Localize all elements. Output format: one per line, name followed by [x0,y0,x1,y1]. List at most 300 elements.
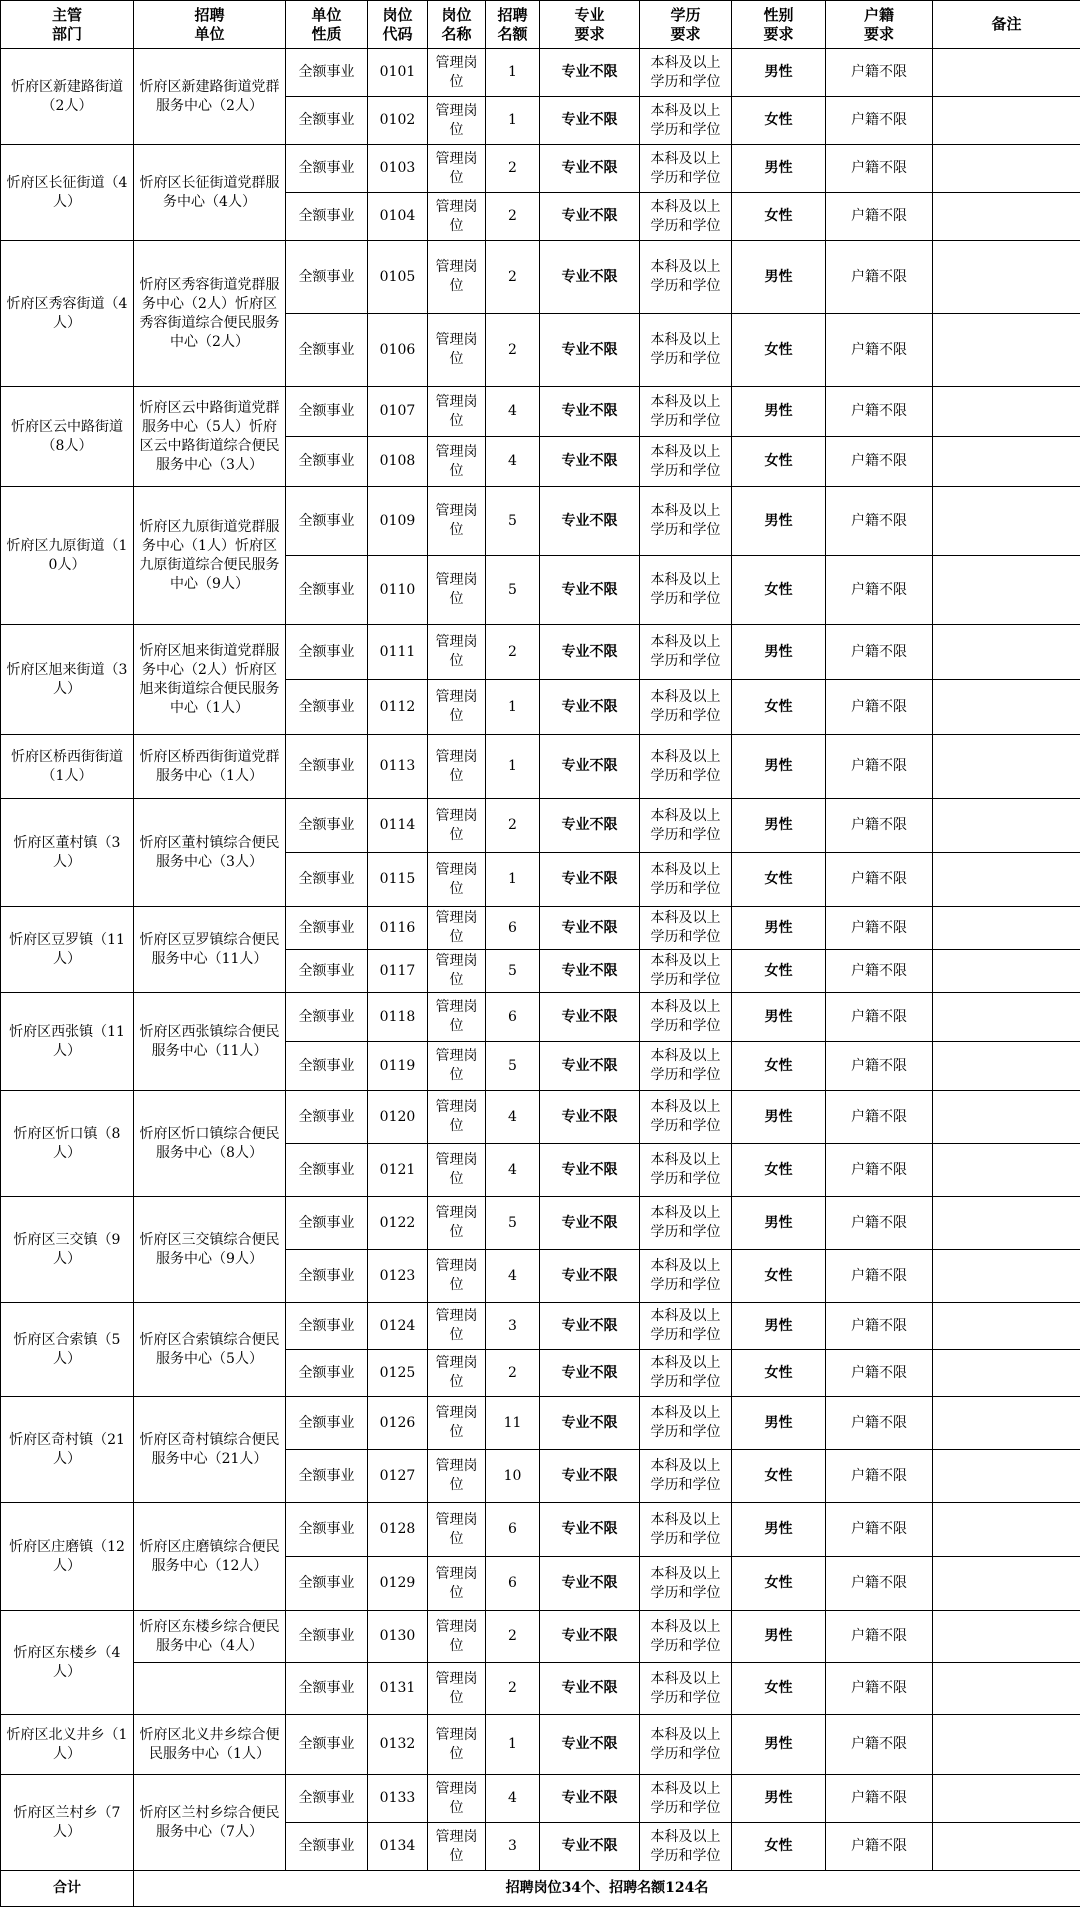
note-cell [933,907,1080,950]
nature-cell: 全额事业 [286,1350,368,1397]
note-cell [933,1144,1080,1197]
edu-cell: 本科及以上学历和学位 [640,487,732,556]
header-cell: 户籍 要求 [826,1,933,49]
nature-cell: 全额事业 [286,735,368,799]
hukou-cell: 户籍不限 [826,1557,933,1611]
nature-cell: 全额事业 [286,907,368,950]
hukou-cell: 户籍不限 [826,97,933,145]
hukou-cell: 户籍不限 [826,145,933,193]
note-cell [933,1350,1080,1397]
gender-cell: 女性 [732,1042,826,1091]
count-cell: 4 [486,437,540,487]
code-cell: 0115 [368,853,428,907]
count-cell: 2 [486,799,540,853]
count-cell: 5 [486,1042,540,1091]
nature-cell: 全额事业 [286,241,368,314]
major-cell: 专业不限 [540,49,640,97]
nature-cell: 全额事业 [286,1611,368,1663]
post-cell: 管理岗位 [428,1350,486,1397]
post-cell: 管理岗位 [428,1144,486,1197]
note-cell [933,1303,1080,1350]
hukou-cell: 户籍不限 [826,1250,933,1303]
header-row [1,1,1080,49]
gender-cell: 女性 [732,1350,826,1397]
gender-cell: 女性 [732,950,826,993]
unit-cell: 忻府区董村镇综合便民服务中心（3人） [134,799,286,907]
edu-cell: 本科及以上学历和学位 [640,950,732,993]
nature-cell: 全额事业 [286,145,368,193]
unit-cell: 忻府区桥西街街道党群服务中心（1人） [134,735,286,799]
nature-cell: 全额事业 [286,1250,368,1303]
note-cell [933,735,1080,799]
major-cell: 专业不限 [540,735,640,799]
code-cell: 0129 [368,1557,428,1611]
hukou-cell: 户籍不限 [826,735,933,799]
unit-cell: 忻府区秀容街道党群服务中心（2人）忻府区秀容街道综合便民服务中心（2人） [134,241,286,387]
edu-cell: 本科及以上学历和学位 [640,1303,732,1350]
hukou-cell: 户籍不限 [826,437,933,487]
table-row [1,799,1080,853]
code-cell: 0116 [368,907,428,950]
gender-cell: 女性 [732,1823,826,1871]
edu-cell: 本科及以上学历和学位 [640,1503,732,1557]
gender-cell: 男性 [732,1611,826,1663]
hukou-cell: 户籍不限 [826,625,933,680]
count-cell: 10 [486,1450,540,1503]
nature-cell: 全额事业 [286,1450,368,1503]
hukou-cell: 户籍不限 [826,1091,933,1144]
table-row [1,49,1080,97]
code-cell: 0123 [368,1250,428,1303]
count-cell: 5 [486,556,540,625]
nature-cell: 全额事业 [286,625,368,680]
gender-cell: 男性 [732,241,826,314]
gender-cell: 女性 [732,314,826,387]
table-row [1,145,1080,193]
note-cell [933,1611,1080,1663]
code-cell: 0110 [368,556,428,625]
count-cell: 4 [486,1775,540,1823]
gender-cell: 男性 [732,145,826,193]
header-cell: 招聘 名额 [486,1,540,49]
major-cell: 专业不限 [540,1197,640,1250]
count-cell: 1 [486,1715,540,1775]
unit-cell: 忻府区奇村镇综合便民服务中心（21人） [134,1397,286,1503]
count-cell: 4 [486,1144,540,1197]
note-cell [933,437,1080,487]
hukou-cell: 户籍不限 [826,1823,933,1871]
note-cell [933,387,1080,437]
code-cell: 0133 [368,1775,428,1823]
code-cell: 0120 [368,1091,428,1144]
code-cell: 0112 [368,680,428,735]
major-cell: 专业不限 [540,799,640,853]
gender-cell: 男性 [732,1397,826,1450]
edu-cell: 本科及以上学历和学位 [640,1397,732,1450]
table-row [1,1611,1080,1663]
table-row [1,907,1080,950]
dept-cell: 忻府区旭来街道（3人） [1,625,134,735]
nature-cell: 全额事业 [286,853,368,907]
nature-cell: 全额事业 [286,193,368,241]
gender-cell: 男性 [732,1091,826,1144]
note-cell [933,680,1080,735]
nature-cell: 全额事业 [286,993,368,1042]
gender-cell: 男性 [732,1503,826,1557]
count-cell: 2 [486,1663,540,1715]
dept-cell: 忻府区秀容街道（4人） [1,241,134,387]
count-cell: 11 [486,1397,540,1450]
code-cell: 0126 [368,1397,428,1450]
count-cell: 5 [486,487,540,556]
edu-cell: 本科及以上学历和学位 [640,1250,732,1303]
table-row [1,1197,1080,1250]
major-cell: 专业不限 [540,1397,640,1450]
major-cell: 专业不限 [540,1775,640,1823]
dept-cell: 忻府区桥西街街道（1人） [1,735,134,799]
unit-cell: 忻府区兰村乡综合便民服务中心（7人） [134,1775,286,1871]
major-cell: 专业不限 [540,993,640,1042]
major-cell: 专业不限 [540,314,640,387]
nature-cell: 全额事业 [286,387,368,437]
edu-cell: 本科及以上学历和学位 [640,1823,732,1871]
count-cell: 6 [486,993,540,1042]
gender-cell: 女性 [732,97,826,145]
gender-cell: 男性 [732,799,826,853]
gender-cell: 女性 [732,1557,826,1611]
note-cell [933,1775,1080,1823]
nature-cell: 全额事业 [286,799,368,853]
count-cell: 1 [486,97,540,145]
post-cell: 管理岗位 [428,993,486,1042]
edu-cell: 本科及以上学历和学位 [640,556,732,625]
code-cell: 0130 [368,1611,428,1663]
note-cell [933,950,1080,993]
dept-cell: 忻府区董村镇（3人） [1,799,134,907]
unit-cell: 忻府区三交镇综合便民服务中心（9人） [134,1197,286,1303]
code-cell: 0131 [368,1663,428,1715]
edu-cell: 本科及以上学历和学位 [640,1775,732,1823]
note-cell [933,1250,1080,1303]
gender-cell: 女性 [732,680,826,735]
post-cell: 管理岗位 [428,1823,486,1871]
gender-cell: 男性 [732,1197,826,1250]
major-cell: 专业不限 [540,853,640,907]
gender-cell: 男性 [732,1303,826,1350]
major-cell: 专业不限 [540,680,640,735]
post-cell: 管理岗位 [428,1775,486,1823]
note-cell [933,1397,1080,1450]
post-cell: 管理岗位 [428,387,486,437]
code-cell: 0127 [368,1450,428,1503]
edu-cell: 本科及以上学历和学位 [640,241,732,314]
nature-cell: 全额事业 [286,487,368,556]
note-cell [933,799,1080,853]
hukou-cell: 户籍不限 [826,950,933,993]
note-cell [933,241,1080,314]
note-cell [933,1197,1080,1250]
header-cell: 招聘 单位 [134,1,286,49]
hukou-cell: 户籍不限 [826,1663,933,1715]
unit-cell-empty [134,1663,286,1715]
count-cell: 1 [486,853,540,907]
dept-cell: 忻府区新建路街道（2人） [1,49,134,145]
gender-cell: 男性 [732,993,826,1042]
unit-cell: 忻府区旭来街道党群服务中心（2人）忻府区旭来街道综合便民服务中心（1人） [134,625,286,735]
nature-cell: 全额事业 [286,1144,368,1197]
code-cell: 0122 [368,1197,428,1250]
dept-cell: 忻府区西张镇（11人） [1,993,134,1091]
major-cell: 专业不限 [540,487,640,556]
post-cell: 管理岗位 [428,1303,486,1350]
note-cell [933,314,1080,387]
note-cell [933,193,1080,241]
hukou-cell: 户籍不限 [826,49,933,97]
nature-cell: 全额事业 [286,556,368,625]
post-cell: 管理岗位 [428,1557,486,1611]
code-cell: 0108 [368,437,428,487]
dept-cell: 忻府区奇村镇（21人） [1,1397,134,1503]
nature-cell: 全额事业 [286,437,368,487]
code-cell: 0109 [368,487,428,556]
note-cell [933,1663,1080,1715]
post-cell: 管理岗位 [428,950,486,993]
major-cell: 专业不限 [540,193,640,241]
hukou-cell: 户籍不限 [826,853,933,907]
edu-cell: 本科及以上学历和学位 [640,193,732,241]
count-cell: 5 [486,1197,540,1250]
table-row [1,1303,1080,1350]
hukou-cell: 户籍不限 [826,1715,933,1775]
count-cell: 2 [486,145,540,193]
code-cell: 0134 [368,1823,428,1871]
note-cell [933,993,1080,1042]
count-cell: 2 [486,1350,540,1397]
code-cell: 0105 [368,241,428,314]
edu-cell: 本科及以上学历和学位 [640,1611,732,1663]
code-cell: 0125 [368,1350,428,1397]
post-cell: 管理岗位 [428,1042,486,1091]
count-cell: 2 [486,625,540,680]
major-cell: 专业不限 [540,1144,640,1197]
post-cell: 管理岗位 [428,907,486,950]
unit-cell: 忻府区东楼乡综合便民服务中心（4人） [134,1611,286,1663]
note-cell [933,97,1080,145]
note-cell [933,1557,1080,1611]
code-cell: 0102 [368,97,428,145]
unit-cell: 忻府区九原街道党群服务中心（1人）忻府区九原街道综合便民服务中心（9人） [134,487,286,625]
hukou-cell: 户籍不限 [826,193,933,241]
dept-cell: 忻府区合索镇（5人） [1,1303,134,1397]
nature-cell: 全额事业 [286,680,368,735]
gender-cell: 女性 [732,193,826,241]
table-row [1,487,1080,556]
code-cell: 0101 [368,49,428,97]
edu-cell: 本科及以上学历和学位 [640,387,732,437]
edu-cell: 本科及以上学历和学位 [640,993,732,1042]
table-row [1,241,1080,314]
gender-cell: 男性 [732,625,826,680]
gender-cell: 男性 [732,49,826,97]
note-cell [933,1091,1080,1144]
edu-cell: 本科及以上学历和学位 [640,625,732,680]
count-cell: 4 [486,387,540,437]
post-cell: 管理岗位 [428,314,486,387]
post-cell: 管理岗位 [428,1397,486,1450]
dept-cell: 忻府区豆罗镇（11人） [1,907,134,993]
unit-cell: 忻府区忻口镇综合便民服务中心（8人） [134,1091,286,1197]
gender-cell: 男性 [732,487,826,556]
nature-cell: 全额事业 [286,1715,368,1775]
note-cell [933,49,1080,97]
header-cell: 单位 性质 [286,1,368,49]
major-cell: 专业不限 [540,145,640,193]
gender-cell: 女性 [732,1663,826,1715]
dept-cell: 忻府区北义井乡（1人） [1,1715,134,1775]
nature-cell: 全额事业 [286,97,368,145]
hukou-cell: 户籍不限 [826,1503,933,1557]
hukou-cell: 户籍不限 [826,1197,933,1250]
edu-cell: 本科及以上学历和学位 [640,1091,732,1144]
major-cell: 专业不限 [540,1350,640,1397]
note-cell [933,487,1080,556]
table-row [1,625,1080,680]
edu-cell: 本科及以上学历和学位 [640,1144,732,1197]
post-cell: 管理岗位 [428,556,486,625]
code-cell: 0132 [368,1715,428,1775]
post-cell: 管理岗位 [428,853,486,907]
gender-cell: 女性 [732,1250,826,1303]
nature-cell: 全额事业 [286,1397,368,1450]
count-cell: 2 [486,193,540,241]
code-cell: 0124 [368,1303,428,1350]
edu-cell: 本科及以上学历和学位 [640,799,732,853]
nature-cell: 全额事业 [286,1091,368,1144]
total-row [1,1871,1080,1907]
nature-cell: 全额事业 [286,1663,368,1715]
nature-cell: 全额事业 [286,1197,368,1250]
count-cell: 2 [486,241,540,314]
major-cell: 专业不限 [540,437,640,487]
edu-cell: 本科及以上学历和学位 [640,1042,732,1091]
major-cell: 专业不限 [540,1503,640,1557]
post-cell: 管理岗位 [428,1450,486,1503]
post-cell: 管理岗位 [428,1715,486,1775]
post-cell: 管理岗位 [428,1611,486,1663]
nature-cell: 全额事业 [286,1042,368,1091]
table-row [1,1091,1080,1144]
dept-cell: 忻府区兰村乡（7人） [1,1775,134,1871]
note-cell [933,1450,1080,1503]
header-cell: 主管 部门 [1,1,134,49]
hukou-cell: 户籍不限 [826,241,933,314]
post-cell: 管理岗位 [428,1091,486,1144]
note-cell [933,1715,1080,1775]
edu-cell: 本科及以上学历和学位 [640,1450,732,1503]
edu-cell: 本科及以上学历和学位 [640,145,732,193]
edu-cell: 本科及以上学历和学位 [640,853,732,907]
code-cell: 0117 [368,950,428,993]
count-cell: 4 [486,1091,540,1144]
major-cell: 专业不限 [540,1250,640,1303]
dept-cell: 忻府区九原街道（10人） [1,487,134,625]
hukou-cell: 户籍不限 [826,907,933,950]
post-cell: 管理岗位 [428,97,486,145]
code-cell: 0114 [368,799,428,853]
hukou-cell: 户籍不限 [826,1611,933,1663]
code-cell: 0111 [368,625,428,680]
table-row [1,1663,1080,1715]
table-row [1,387,1080,437]
unit-cell: 忻府区北义井乡综合便民服务中心（1人） [134,1715,286,1775]
note-cell [933,1503,1080,1557]
count-cell: 1 [486,49,540,97]
code-cell: 0113 [368,735,428,799]
major-cell: 专业不限 [540,907,640,950]
major-cell: 专业不限 [540,1823,640,1871]
post-cell: 管理岗位 [428,625,486,680]
gender-cell: 女性 [732,556,826,625]
gender-cell: 女性 [732,1450,826,1503]
nature-cell: 全额事业 [286,1823,368,1871]
major-cell: 专业不限 [540,625,640,680]
post-cell: 管理岗位 [428,799,486,853]
hukou-cell: 户籍不限 [826,487,933,556]
unit-cell: 忻府区合索镇综合便民服务中心（5人） [134,1303,286,1397]
hukou-cell: 户籍不限 [826,993,933,1042]
major-cell: 专业不限 [540,1557,640,1611]
table-row [1,1775,1080,1823]
code-cell: 0104 [368,193,428,241]
post-cell: 管理岗位 [428,1250,486,1303]
total-label: 合计 [1,1871,134,1907]
dept-cell: 忻府区云中路街道（8人） [1,387,134,487]
header-cell: 专业 要求 [540,1,640,49]
unit-cell: 忻府区长征街道党群服务中心（4人） [134,145,286,241]
header-cell: 备注 [933,1,1080,49]
major-cell: 专业不限 [540,1663,640,1715]
post-cell: 管理岗位 [428,145,486,193]
count-cell: 4 [486,1250,540,1303]
code-cell: 0128 [368,1503,428,1557]
major-cell: 专业不限 [540,950,640,993]
gender-cell: 女性 [732,853,826,907]
post-cell: 管理岗位 [428,49,486,97]
note-cell [933,1823,1080,1871]
edu-cell: 本科及以上学历和学位 [640,1197,732,1250]
post-cell: 管理岗位 [428,1503,486,1557]
dept-cell: 忻府区东楼乡（4人） [1,1611,134,1715]
header-cell: 岗位 名称 [428,1,486,49]
header-cell: 学历 要求 [640,1,732,49]
nature-cell: 全额事业 [286,1557,368,1611]
edu-cell: 本科及以上学历和学位 [640,1663,732,1715]
major-cell: 专业不限 [540,1715,640,1775]
hukou-cell: 户籍不限 [826,680,933,735]
code-cell: 0103 [368,145,428,193]
nature-cell: 全额事业 [286,1503,368,1557]
edu-cell: 本科及以上学历和学位 [640,907,732,950]
hukou-cell: 户籍不限 [826,1144,933,1197]
edu-cell: 本科及以上学历和学位 [640,735,732,799]
post-cell: 管理岗位 [428,437,486,487]
edu-cell: 本科及以上学历和学位 [640,437,732,487]
major-cell: 专业不限 [540,1611,640,1663]
major-cell: 专业不限 [540,97,640,145]
major-cell: 专业不限 [540,1450,640,1503]
edu-cell: 本科及以上学历和学位 [640,97,732,145]
unit-cell: 忻府区云中路街道党群服务中心（5人）忻府区云中路街道综合便民服务中心（3人） [134,387,286,487]
